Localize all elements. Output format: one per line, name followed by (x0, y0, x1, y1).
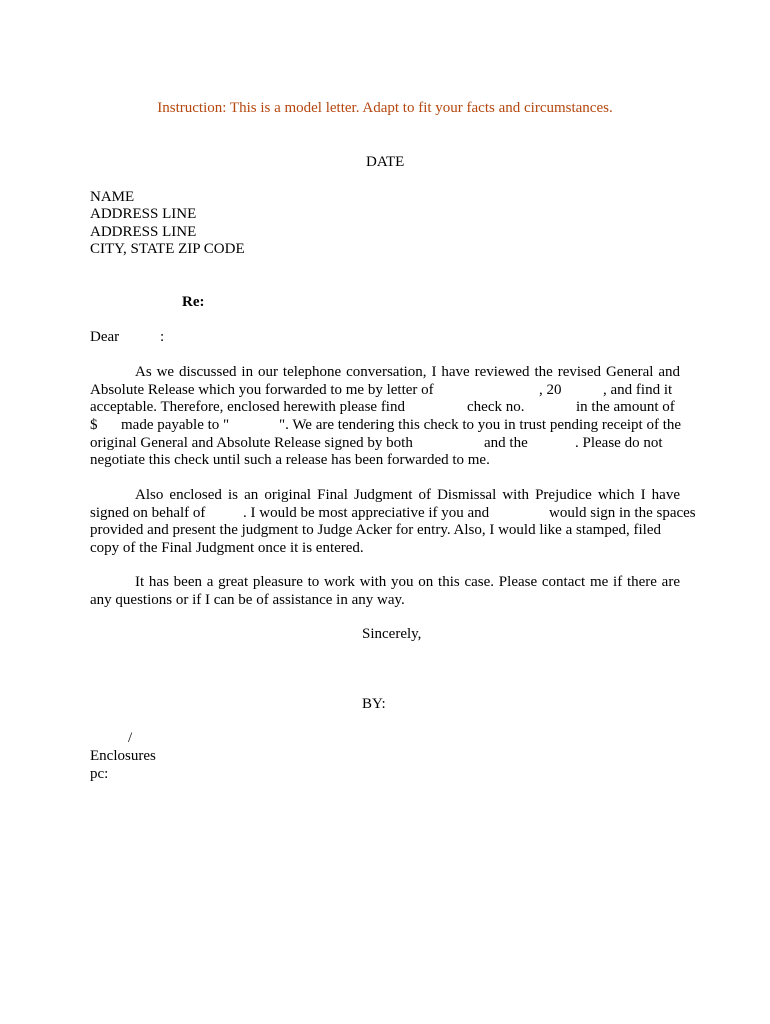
salutation-colon: : (160, 329, 165, 345)
paragraph-2-line-2 (90, 504, 696, 523)
closing-sincerely: Sincerely, (362, 626, 422, 642)
letter-year-text: , 20 (539, 381, 562, 398)
paragraph-2-line-3: provided and present the judgment to Judge Acker for entry. Also, I would like a stamped, filed (90, 522, 661, 539)
appreciative-text: . I would be most appreciative if you and (243, 504, 490, 521)
paragraph-1-line-5 (90, 435, 680, 453)
signed-by-both-text: original General and Absolute Release signed by both (90, 434, 413, 451)
recipient-address-line-2: ADDRESS LINE (90, 224, 197, 240)
re-label: Re: (182, 294, 205, 310)
paragraph-2 (90, 487, 696, 558)
paragraph-1-line-4 (90, 417, 680, 435)
release-letter-text: Absolute Release which you forwarded to me by letter of (90, 381, 434, 398)
paragraph-2-line-4: copy of the Final Judgment once it is entered. (90, 540, 364, 557)
payable-to-text: made payable to " (121, 417, 230, 434)
paragraph-3-line-2: any questions or if I can be of assistance in any way. (90, 591, 405, 608)
find-acceptable-text: , and find it (603, 381, 673, 398)
and-the-text: and the (484, 434, 528, 451)
recipient-city-state-zip: CITY, STATE ZIP CODE (90, 241, 245, 257)
recipient-address-line-1: ADDRESS LINE (90, 206, 197, 222)
paragraph-1-line-1: As we discussed in our telephone conversation, I have reviewed the revised General and (135, 364, 680, 380)
paragraph-1 (90, 364, 680, 470)
salutation-dear: Dear (90, 329, 120, 345)
sign-spaces-text: would sign in the spaces (549, 504, 696, 521)
tendering-text: ". We are tendering this check to you in trust pending receipt of the (279, 417, 682, 434)
letter-date: DATE (366, 154, 405, 170)
amount-text: in the amount of (576, 399, 675, 416)
enclosures-label: Enclosures (90, 748, 156, 764)
signed-on-behalf-text: signed on behalf of (90, 504, 206, 521)
recipient-name: NAME (90, 189, 135, 205)
instruction-note: Instruction: This is a model letter. Adapt to fit your facts and circumstances. (157, 100, 613, 116)
signature-by-label: BY: (362, 696, 386, 712)
dollar-sign: $ (90, 417, 98, 434)
salutation (90, 329, 165, 346)
do-not-text: . Please do not (575, 434, 663, 451)
check-number-text: check no. (467, 399, 525, 416)
paragraph-1-line-6: negotiate this check until such a release has been forwarded to me. (90, 452, 490, 469)
paragraph-2-line-1: Also enclosed is an original Final Judgment of Dismissal with Prejudice which I have (135, 487, 680, 503)
paragraph-3 (90, 574, 680, 609)
paragraph-3-line-1: It has been a great pleasure to work with you on this case. Please contact me if there are (135, 574, 680, 590)
pc-label: pc: (90, 766, 109, 782)
paragraph-1-line-3 (90, 399, 680, 417)
paragraph-1-line-2 (90, 382, 680, 400)
enclosed-herewith-text: acceptable. Therefore, enclosed herewith please find (90, 399, 405, 416)
initials-slash: / (128, 730, 133, 746)
